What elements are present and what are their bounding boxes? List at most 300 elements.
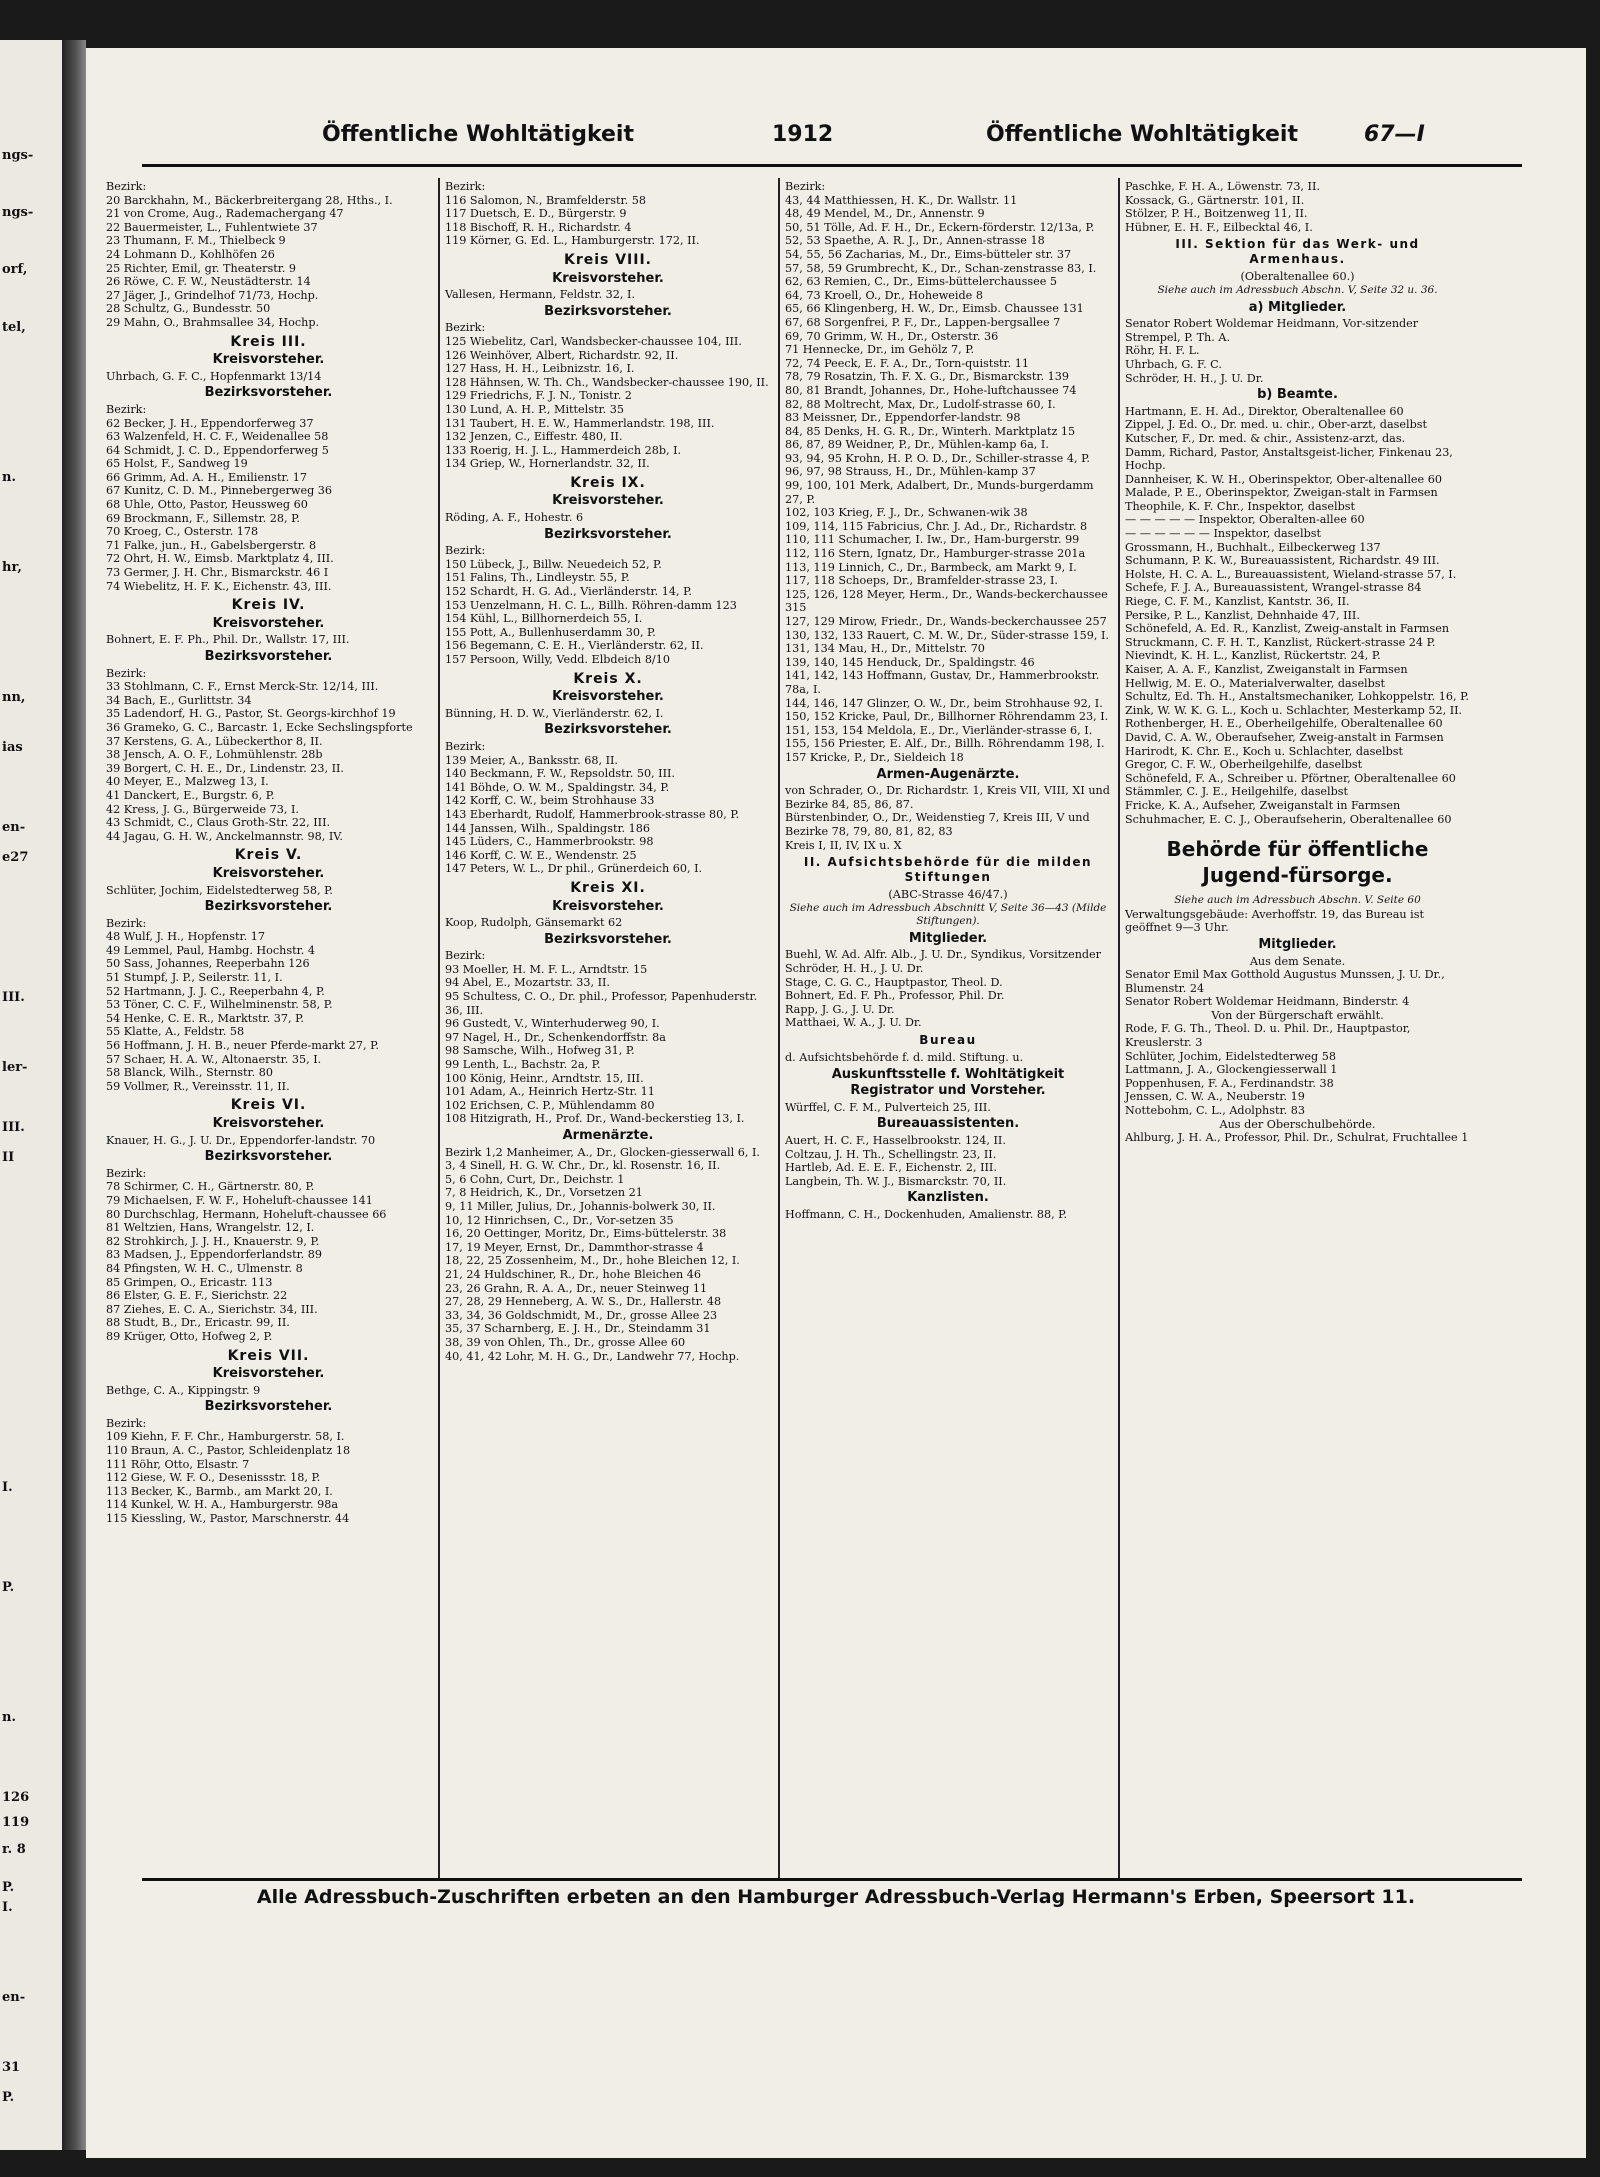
entry-line: 53 Töner, C. C. F., Wilhelminenstr. 58, P. — [106, 998, 333, 1012]
margin-text-fragment: III. — [2, 990, 25, 1005]
margin-text-fragment: n. — [2, 470, 16, 485]
margin-text-fragment: ngs- — [2, 205, 34, 220]
entry-line: 48 Wulf, J. H., Hopfenstr. 17 — [106, 930, 265, 944]
entry-line: Bezirk: — [106, 1166, 147, 1180]
entry-line: Nottebohm, C. L., Adolphstr. 83 — [1125, 1104, 1305, 1118]
entry-line: 94 Abel, E., Mozartstr. 33, II. — [445, 976, 610, 990]
entry-line: Holste, H. C. A. L., Bureauassistent, Wieland-strasse 57, I. — [1125, 567, 1457, 581]
entry-line: 144 Janssen, Wilh., Spaldingstr. 186 — [445, 821, 651, 835]
entry-line: Harirodt, K. Chr. E., Koch u. Schlachter, daselbst — [1125, 744, 1404, 758]
entry-line: Rothenberger, H. E., Oberheilgehilfe, Oberaltenallee 60 — [1125, 717, 1443, 731]
entry-line: Schlüter, Jochim, Eidelstedterweg 58 — [1125, 1049, 1336, 1063]
entry-line: 65, 66 Klingenberg, H. W., Dr., Eimsb. Chaussee 131 — [785, 302, 1084, 316]
entry-line: 109, 114, 115 Fabricius, Chr. J. Ad., Dr., Richardstr. 8 — [785, 519, 1088, 533]
entry-line: 52, 53 Spaethe, A. R. J., Dr., Annen-strasse 18 — [785, 234, 1045, 248]
subsection-heading: a) Mitglieder. — [1248, 299, 1347, 315]
entry-line: 86 Elster, G. E. F., Sierichstr. 22 — [106, 1289, 288, 1303]
entry-line: 25 Richter, Emil, gr. Theaterstr. 9 — [106, 261, 297, 275]
entry-line: von Schrader, O., Dr. Richardstr. 1, Kreis VII, VIII, XI und Bezirke 84, 85, 86, 87. — [785, 784, 1114, 811]
subsection-heading: Bezirksvorsteher. — [204, 1399, 333, 1415]
entry-line: Hübner, E. H. F., Eilbecktal 46, I. — [1125, 220, 1313, 234]
entry-line: 50 Sass, Johannes, Reeperbahn 126 — [106, 957, 310, 971]
entry-line: 153 Uenzelmann, H. C. L., Billh. Röhren-damm 123 — [445, 598, 737, 612]
entry-line: David, C. A. W., Oberaufseher, Zweig-anstalt in Farmsen — [1125, 730, 1444, 744]
entry-line: 102, 103 Krieg, F. J., Dr., Schwanen-wik 38 — [785, 506, 1028, 520]
subsection-heading: Kreisvorsteher. — [212, 1366, 325, 1382]
entry-line: 79 Michaelsen, F. W. F., Hoheluft-chaussee 141 — [106, 1193, 373, 1207]
entry-line: Bezirk: — [106, 180, 147, 193]
entry-line: 150 Lübeck, J., Billw. Neuedeich 52, P. — [445, 557, 662, 571]
entry-line: 40 Meyer, E., Malzweg 13, I. — [106, 775, 269, 789]
header-right-title: Öffentliche Wohltätigkeit — [986, 122, 1298, 147]
margin-text-fragment: hr, — [2, 560, 22, 575]
subsection-heading: Kreisvorsteher. — [552, 270, 664, 286]
margin-text-fragment: n. — [2, 1710, 16, 1725]
header-year: 1912 — [772, 122, 834, 147]
margin-text-fragment: 119 — [2, 1815, 30, 1830]
entry-line: 20 Barckhahn, M., Bäckerbreitergang 28, Hths., I. — [106, 193, 393, 207]
subsection-heading: Bureauassistenten. — [876, 1116, 1020, 1132]
entry-line: Dannheiser, K. W. H., Oberinspektor, Ober-altenallee 60 — [1125, 472, 1442, 486]
entry-line: Langbein, Th. W. J., Bismarckstr. 70, II. — [785, 1174, 1007, 1188]
entry-line: Bünning, H. D. W., Vierländerstr. 62, I. — [445, 706, 664, 720]
subsection-heading: Kreisvorsteher. — [212, 865, 325, 881]
entry-line: 59 Vollmer, R., Vereinsstr. 11, II. — [106, 1079, 290, 1093]
entry-line: Ahlburg, J. H. A., Professor, Phil. Dr., Schulrat, Fruchtallee 1 — [1125, 1131, 1469, 1145]
entry-line: 43 Schmidt, C., Claus Groth-Str. 22, III. — [106, 816, 331, 830]
subsection-heading: Kanzlisten. — [907, 1190, 989, 1206]
entry-line: 113, 119 Linnich, C., Dr., Barmbeck, am Markt 9, I. — [785, 560, 1077, 574]
entry-line: Bezirk: — [445, 321, 486, 335]
subsection-heading: Bezirksvorsteher. — [204, 649, 333, 664]
entry-line: Bezirk: — [106, 666, 147, 680]
entry-line: 151 Falins, Th., Lindleystr. 55, P. — [445, 571, 630, 585]
entry-line: Stämmler, C. J. E., Heilgehilfe, daselbst — [1125, 785, 1349, 799]
entry-line: 28 Schultz, G., Bundesstr. 50 — [106, 302, 271, 316]
column-3 — [785, 180, 1114, 1875]
entry-line: 84, 85 Denks, H. G. R., Dr., Winterh. Marktplatz 15 — [785, 424, 1076, 438]
entry-line: Bezirk: — [445, 180, 486, 193]
entry-line: 127, 129 Mirow, Friedr., Dr., Wands-beckerchaussee 257 — [785, 615, 1107, 628]
entry-line: 108 Hitzigrath, H., Prof. Dr., Wand-beckerstieg 13, I. — [445, 1112, 745, 1126]
entry-line: 71 Falke, jun., H., Gabelsbergerstr. 8 — [106, 538, 317, 552]
section-heading: Kreis IV. — [231, 597, 306, 614]
entry-line: 100 König, Heinr., Arndtstr. 15, III. — [445, 1071, 644, 1085]
entry-line: 37 Kerstens, G. A., Lübeckerthor 8, II. — [106, 734, 323, 748]
entry-line: 62, 63 Remien, C., Dr., Eims-büttelerchaussee 5 — [785, 275, 1058, 289]
entry-line: 89 Krüger, Otto, Hofweg 2, P. — [106, 1329, 273, 1343]
entry-line: Röding, A. F., Hohestr. 6 — [445, 511, 584, 525]
entry-line: Gregor, C. F. W., Oberheilgehilfe, daselbst — [1125, 758, 1363, 772]
entry-line: 155, 156 Priester, E. Alf., Dr., Billh. Röhrendamm 198, I. — [785, 737, 1105, 751]
entry-line: Zippel, J. Ed. O., Dr. med. u. chir., Ober-arzt, daselbst — [1125, 418, 1427, 432]
entry-line: Kaiser, A. A. F., Kanzlist, Zweiganstalt in Farmsen — [1125, 663, 1408, 676]
entry-line: Knauer, H. G., J. U. Dr., Eppendorfer-landstr. 70 — [106, 1133, 376, 1147]
entry-line: Zink, W. W. K. G. L., Koch u. Schlachter, Mesterkamp 52, II. — [1125, 703, 1463, 717]
entry-line: 111 Röhr, Otto, Elsastr. 7 — [106, 1457, 250, 1471]
entry-line: 83 Meissner, Dr., Eppendorfer-landstr. 98 — [785, 411, 1021, 425]
entry-line: Strempel, P. Th. A. — [1125, 330, 1230, 344]
entry-line: 57, 58, 59 Grumbrecht, K., Dr., Schan-zenstrasse 83, I. — [785, 261, 1097, 275]
entry-line: 125 Wiebelitz, Carl, Wandsbecker-chaussee 104, III. — [445, 334, 742, 348]
entry-line: 34 Bach, E., Gurlittstr. 34 — [106, 693, 252, 707]
entry-line: 52 Hartmann, J. J. C., Reeperbahn 4, P. — [106, 984, 325, 998]
entry-line: 86, 87, 89 Weidner, P., Dr., Mühlen-kamp 6a, I. — [785, 438, 1049, 452]
margin-text-fragment: en- — [2, 820, 26, 835]
entry-line: Auert, H. C. F., Hasselbrookstr. 124, II. — [785, 1134, 1006, 1147]
entry-line: 18, 22, 25 Zossenheim, M., Dr., hohe Bleichen 12, I. — [445, 1254, 740, 1268]
subtitle: Von der Bürgerschaft erwählt. — [1211, 1008, 1384, 1022]
entry-line: 98 Samsche, Wilh., Hofweg 31, P. — [445, 1044, 635, 1058]
entry-line: Persike, P. L., Kanzlist, Dehnhaide 47, III. — [1125, 608, 1360, 622]
entry-line: 70 Kroeg, C., Osterstr. 178 — [106, 525, 259, 539]
margin-text-fragment: r. 8 — [2, 1842, 26, 1857]
entry-line: 156 Begemann, C. E. H., Vierländerstr. 62, II. — [445, 639, 704, 653]
entry-line: Kutscher, F., Dr. med. & chir., Assistenz-arzt, das. — [1125, 431, 1406, 445]
margin-text-fragment: P. — [2, 1580, 15, 1595]
entry-line: 99, 100, 101 Merk, Adalbert, Dr., Munds-burgerdamm 27, P. — [785, 479, 1098, 506]
entry-line: 39 Borgert, C. H. E., Dr., Lindenstr. 23, II. — [106, 761, 344, 775]
entry-line: 113 Becker, K., Barmb., am Markt 20, I. — [106, 1484, 333, 1498]
entry-line: 157 Kricke, P., Dr., Sieldeich 18 — [785, 750, 964, 764]
section-heading: Kreis VI. — [230, 1097, 307, 1114]
entry-line: Malade, P. E., Oberinspektor, Zweigan-stalt in Farmsen — [1125, 486, 1438, 500]
entry-line: 112 Giese, W. F. O., Desenissstr. 18, P. — [106, 1471, 321, 1485]
section-title: III. Sektion für das Werk- und Armenhaus. — [1175, 237, 1420, 267]
entry-line: 133 Roerig, H. J. L., Hammerdeich 28b, I. — [445, 443, 682, 457]
entry-line: Verwaltungsgebäude: Averhoffstr. 19, das Bureau ist geöffnet 9—3 Uhr. — [1125, 907, 1428, 935]
entry-line: 38, 39 von Ohlen, Th., Dr., grosse Allee 60 — [445, 1335, 686, 1349]
section-title: II. Aufsichtsbehörde für die milden Stiftungen — [803, 855, 1093, 885]
entry-line: 44 Jagau, G. H. W., Anckelmannstr. 98, IV. — [106, 829, 343, 843]
column-4 — [1125, 180, 1470, 1875]
subsection-heading: Bezirksvorsteher. — [544, 722, 672, 738]
entry-line: 16, 20 Oettinger, Moritz, Dr., Eims-büttelerstr. 38 — [445, 1227, 727, 1241]
left-page-margin — [0, 40, 62, 2150]
subsection-heading: Kreisvorsteher. — [552, 898, 664, 914]
entry-line: 23 Thumann, F. M., Thielbeck 9 — [106, 234, 286, 248]
entry-line: 65 Holst, F., Sandweg 19 — [106, 457, 248, 471]
entry-line: Coltzau, J. H. Th., Schellingstr. 23, II. — [785, 1147, 997, 1161]
margin-text-fragment: nn, — [2, 690, 26, 705]
entry-line: 69 Brockmann, F., Sillemstr. 28, P. — [106, 511, 300, 525]
subsection-heading: Registrator und Vorsteher. — [850, 1083, 1046, 1099]
entry-line: 109 Kiehn, F. F. Chr., Hamburgerstr. 58, I. — [106, 1430, 345, 1444]
entry-line: Schumann, P. K. W., Bureauassistent, Richardstr. 49 III. — [1125, 554, 1440, 568]
entry-line: Bohnert, E. F. Ph., Phil. Dr., Wallstr. 17, III. — [106, 633, 350, 647]
entry-line: 64, 73 Kroell, O., Dr., Hoheweide 8 — [785, 288, 983, 302]
subsection-heading: Kreisvorsteher. — [552, 689, 664, 705]
entry-line: 85 Grimpen, O., Ericastr. 113 — [106, 1275, 273, 1289]
entry-line: 130 Lund, A. H. P., Mittelstr. 35 — [445, 402, 624, 416]
entry-line: 88 Studt, B., Dr., Ericastr. 99, II. — [106, 1316, 290, 1330]
margin-text-fragment: I. — [2, 1480, 13, 1495]
entry-line: 110, 111 Schumacher, I. Iw., Dr., Ham-burgerstr. 99 — [785, 533, 1080, 547]
column-divider — [778, 178, 780, 1878]
margin-text-fragment: en- — [2, 1990, 26, 2005]
entry-line: 157 Persoon, Willy, Vedd. Elbdeich 8/10 — [445, 653, 670, 666]
entry-line: Röhr, H. F. L. — [1125, 344, 1200, 358]
entry-line: 139, 140, 145 Henduck, Dr., Spaldingstr. 46 — [785, 655, 1035, 669]
entry-line: 80, 81 Brandt, Johannes, Dr., Hohe-luftchaussee 74 — [785, 383, 1077, 397]
margin-text-fragment: orf, — [2, 262, 28, 277]
margin-text-fragment: II — [2, 1150, 15, 1165]
entry-line: 102 Erichsen, C. P., Mühlendamm 80 — [445, 1098, 655, 1112]
entry-line: 101 Adam, A., Heinrich Hertz-Str. 11 — [445, 1085, 655, 1099]
entry-line: Senator Robert Woldemar Heidmann, Binderstr. 4 — [1125, 995, 1410, 1009]
entry-line: 145 Lüders, C., Hammerbrookstr. 98 — [445, 835, 654, 849]
entry-line: 141, 142, 143 Hoffmann, Gustav, Dr., Hammerbrookstr. 78a, I. — [785, 669, 1103, 696]
entry-line: Kossack, G., Gärtnerstr. 101, II. — [1125, 193, 1305, 207]
entry-line: 22 Bauermeister, L., Fuhlentwiete 37 — [106, 220, 318, 234]
entry-line: Schönefeld, A. Ed. R., Kanzlist, Zweig-anstalt in Farmsen — [1125, 622, 1450, 636]
subsection-heading: b) Beamte. — [1257, 387, 1338, 403]
margin-text-fragment: 126 — [2, 1790, 30, 1805]
entry-line: 128 Hähnsen, W. Th. Ch., Wandsbecker-chaussee 190, II. — [445, 375, 769, 389]
entry-line: 50, 51 Tölle, Ad. F. H., Dr., Eckern-förderstr. 12/13a, P. — [785, 220, 1095, 234]
section-heading: Kreis V. — [234, 847, 303, 864]
entry-line: Bürstenbinder, O., Dr., Weidenstieg 7, Kreis III, V und Bezirke 78, 79, 80, 81, 82, 83 — [785, 811, 1094, 838]
subtitle: Aus dem Senate. — [1249, 954, 1346, 968]
section-heading: Kreis IX. — [570, 474, 646, 491]
margin-text-fragment: ler- — [2, 1060, 28, 1075]
entry-line: Fricke, K. A., Aufseher, Zweiganstalt in Farmsen — [1125, 798, 1401, 812]
entry-line: Bezirk: — [106, 1416, 147, 1430]
subsection-heading: Mitglieder. — [908, 930, 988, 946]
entry-line: 5, 6 Cohn, Curt, Dr., Deichstr. 1 — [445, 1172, 625, 1186]
entry-line: 141 Böhde, O. W. M., Spaldingstr. 34, P. — [445, 780, 670, 794]
entry-line: 57 Schaer, H. A. W., Altonaerstr. 35, I. — [106, 1052, 322, 1066]
section-title: Bureau — [919, 1033, 977, 1048]
subtitle: (ABC-Strasse 46/47.) — [888, 888, 1008, 902]
entry-line: Lattmann, J. A., Glockengiesserwall 1 — [1125, 1063, 1338, 1077]
entry-line: Hoffmann, C. H., Dockenhuden, Amalienstr. 88, P. — [785, 1207, 1067, 1221]
entry-line: 42 Kress, J. G., Bürgerweide 73, I. — [106, 802, 299, 816]
entry-line: 51 Stumpf, J. P., Seilerstr. 11, I. — [106, 971, 283, 985]
entry-line: 87 Ziehes, E. C. A., Sierichstr. 34, III. — [106, 1302, 318, 1316]
entry-line: Poppenhusen, F. A., Ferdinandstr. 38 — [1125, 1076, 1334, 1090]
entry-line: 41 Danckert, E., Burgstr. 6, P. — [106, 788, 275, 802]
subsection-heading: Armen-Augenärzte. — [876, 766, 1020, 782]
entry-line: d. Aufsichtsbehörde f. d. mild. Stiftung. u. — [785, 1051, 1024, 1065]
entry-line: Bezirk: — [106, 916, 147, 930]
entry-line: 33 Stohlmann, C. F., Ernst Merck-Str. 12/14, III. — [106, 680, 379, 694]
entry-line: 152 Schardt, H. G. Ad., Vierländerstr. 14, P. — [445, 585, 692, 599]
entry-line: 114 Kunkel, W. H. A., Hamburgerstr. 98a — [106, 1498, 339, 1512]
subsection-heading: Auskunftsstelle f. Wohltätigkeit — [831, 1066, 1065, 1082]
entry-line: 23, 26 Grahn, R. A. A., Dr., neuer Steinweg 11 — [445, 1281, 708, 1295]
subtitle: Aus der Oberschulbehörde. — [1219, 1117, 1376, 1131]
entry-line: 82, 88 Moltrecht, Max, Dr., Ludolf-strasse 60, I. — [785, 397, 1056, 411]
entry-line: 36 Grameko, G. C., Barcastr. 1, Ecke Sechslingspforte — [106, 720, 413, 734]
margin-text-fragment: I. — [2, 1900, 13, 1915]
entry-line: 119 Körner, G. Ed. L., Hamburgerstr. 172, II. — [445, 234, 700, 248]
entry-line: 140 Beckmann, F. W., Repsoldstr. 50, III. — [445, 767, 675, 781]
entry-line: Riege, C. F. M., Kanzlist, Kantstr. 36, II. — [1125, 595, 1350, 609]
header-left-title: Öffentliche Wohltätigkeit — [322, 122, 634, 147]
entry-line: 155 Pott, A., Bullenhuserdamm 30, P. — [445, 625, 656, 639]
entry-line: — — — — — Inspektor, Oberalten-allee 60 — [1125, 513, 1365, 527]
entry-line: 74 Wiebelitz, H. F. K., Eichenstr. 43, III. — [106, 579, 332, 593]
entry-line: — — — — — — Inspektor, daselbst — [1125, 527, 1322, 541]
entry-line: 130, 132, 133 Rauert, C. M. W., Dr., Süder-strasse 159, I. — [785, 628, 1109, 642]
entry-line: 142 Korff, C. W., beim Strohhause 33 — [445, 794, 655, 808]
entry-line: 154 Kühl, L., Billhornerdeich 55, I. — [445, 612, 643, 626]
entry-line: 69, 70 Grimm, W. H., Dr., Osterstr. 36 — [785, 329, 999, 343]
header-page-number: 67—I — [1364, 122, 1425, 147]
entry-line: 99 Lenth, L., Bachstr. 2a, P. — [445, 1058, 601, 1072]
entry-line: 151, 153, 154 Meldola, E., Dr., Vierländer-strasse 6, I. — [785, 723, 1093, 737]
entry-line: 96, 97, 98 Strauss, H., Dr., Mühlen-kamp 37 — [785, 465, 1036, 479]
entry-line: Nievindt, K. H. L., Kanzlist, Rückertstr. 24, P. — [1125, 649, 1381, 663]
entry-line: 27, 28, 29 Henneberg, A. W. S., Dr., Hallerstr. 48 — [445, 1295, 722, 1309]
subsection-heading: Armenärzte. — [562, 1128, 654, 1143]
entry-line: 66 Grimm, Ad. A. H., Emilienstr. 17 — [106, 470, 307, 484]
section-heading: Kreis X. — [573, 670, 643, 687]
entry-line: 81 Weltzien, Hans, Wrangelstr. 12, I. — [106, 1221, 315, 1235]
cross-reference: Siehe auch im Adressbuch Abschn. V, Seite 32 u. 36. — [1157, 283, 1438, 296]
entry-line: 67, 68 Sorgenfrei, P. F., Dr., Lappen-bergsallee 7 — [785, 315, 1061, 329]
subsection-heading: Kreisvorsteher. — [212, 352, 325, 368]
entry-line: 67 Kunitz, C. D. M., Pinnebergerweg 36 — [106, 484, 333, 498]
cross-reference: Siehe auch im Adressbuch Abschnitt V, Seite 36—43 (Milde Stiftungen). — [789, 901, 1107, 928]
margin-text-fragment: P. — [2, 2090, 15, 2105]
entry-line: 63 Walzenfeld, H. C. F., Weidenallee 58 — [106, 430, 329, 444]
footer-rule — [142, 1878, 1522, 1881]
entry-line: 35 Ladendorf, H. G., Pastor, St. Georgs-kirchhof 19 — [106, 707, 396, 721]
entry-line: 72 Ohrt, H. W., Eimsb. Marktplatz 4, III. — [106, 552, 334, 566]
entry-line: 7, 8 Heidrich, K., Dr., Vorsetzen 21 — [445, 1186, 643, 1200]
margin-text-fragment: 31 — [2, 2060, 21, 2075]
entry-line: Senator Robert Woldemar Heidmann, Vor-sitzender — [1125, 317, 1419, 331]
entry-line: 17, 19 Meyer, Ernst, Dr., Dammthor-strasse 4 — [445, 1240, 704, 1254]
entry-line: 33, 34, 36 Goldschmidt, M., Dr., grosse Allee 23 — [445, 1308, 718, 1322]
column-1 — [106, 180, 431, 1875]
entry-line: Kreis I, II, IV, IX u. X — [785, 838, 902, 852]
entry-line: 62 Becker, J. H., Eppendorferweg 37 — [106, 416, 314, 430]
entry-line: Schröder, H. H., J. U. Dr. — [1125, 371, 1264, 385]
entry-line: 132 Jenzen, C., Eiffestr. 480, II. — [445, 430, 623, 444]
subsection-heading: Mitglieder. — [1258, 936, 1337, 952]
margin-text-fragment: III. — [2, 1120, 25, 1135]
entry-line: 3, 4 Sinell, H. G. W. Chr., Dr., kl. Rosenstr. 16, II. — [445, 1159, 721, 1173]
entry-line: Uhrbach, G. F. C., Hopfenmarkt 13/14 — [106, 369, 322, 383]
column-divider — [438, 178, 440, 1878]
subsection-heading: Bezirksvorsteher. — [204, 385, 333, 401]
section-heading: Kreis VII. — [227, 1347, 310, 1364]
entry-line: Theophile, K. F. Chr., Inspektor, daselbst — [1125, 499, 1355, 513]
entry-line: 95 Schultess, C. O., Dr. phil., Professor, Papenhuderstr. 36, III. — [445, 990, 761, 1017]
entry-line: 78, 79 Rosatzin, Th. F. X. G., Dr., Bismarckstr. 139 — [785, 370, 1069, 384]
entry-line: Schlüter, Jochim, Eidelstedterweg 58, P. — [106, 883, 333, 897]
entry-line: 146 Korff, C. W. E., Wendenstr. 25 — [445, 848, 637, 862]
entry-line: 82 Strohkirch, J. J. H., Knauerstr. 9, P. — [106, 1234, 320, 1248]
entry-line: Uhrbach, G. F. C. — [1125, 357, 1222, 371]
entry-line: 143 Eberhardt, Rudolf, Hammerbrook-strasse 80, P. — [445, 807, 740, 821]
entry-line: Damm, Richard, Pastor, Anstaltsgeist-licher, Finkenau 23, Hochp. — [1125, 445, 1457, 473]
entry-line: 55 Klatte, A., Feldstr. 58 — [106, 1025, 245, 1039]
entry-line: Vallesen, Hermann, Feldstr. 32, I. — [445, 288, 636, 302]
entry-line: Buehl, W. Ad. Alfr. Alb., J. U. Dr., Syndikus, Vorsitzender — [785, 948, 1102, 962]
margin-text-fragment: ias — [2, 740, 23, 755]
entry-line: 150, 152 Kricke, Paul, Dr., Billhorner Röhrendamm 23, I. — [785, 710, 1109, 724]
entry-line: Struckmann, C. F. H. T., Kanzlist, Rückert-strasse 24 P. — [1125, 635, 1436, 649]
entry-line: 93 Moeller, H. M. F. L., Arndtstr. 15 — [445, 962, 648, 976]
entry-line: Bezirk: — [785, 180, 826, 193]
entry-line: 83 Madsen, J., Eppendorferlandstr. 89 — [106, 1248, 323, 1262]
header-rule — [142, 164, 1522, 167]
entry-line: 139 Meier, A., Banksstr. 68, II. — [445, 753, 618, 767]
entry-line: Hartmann, E. H. Ad., Direktor, Oberaltenallee 60 — [1125, 404, 1404, 418]
authority-title: Behörde für öffentliche Jugend-fürsorge. — [1166, 837, 1429, 888]
entry-line: 38 Jensch, A. O. F., Lohmühlenstr. 28b — [106, 748, 323, 762]
entry-line: Matthaei, W. A., J. U. Dr. — [785, 1016, 922, 1030]
entry-line: Würffel, C. F. M., Pulverteich 25, III. — [785, 1100, 991, 1114]
entry-line: 115 Kiessling, W., Pastor, Marschnerstr. 44 — [106, 1512, 350, 1526]
subsection-heading: Bezirksvorsteher. — [204, 1149, 333, 1165]
subsection-heading: Kreisvorsteher. — [552, 493, 664, 509]
entry-line: 10, 12 Hinrichsen, C., Dr., Vor-setzen 35 — [445, 1213, 674, 1227]
entry-line: 71 Hennecke, Dr., im Gehölz 7, P. — [785, 343, 975, 357]
entry-line: Hellwig, M. E. O., Materialverwalter, daselbst — [1125, 676, 1386, 690]
entry-line: 131 Taubert, H. E. W., Hammerlandstr. 198, III. — [445, 416, 715, 430]
entry-line: Bezirk: — [445, 739, 486, 753]
entry-line: 112, 116 Stern, Ignatz, Dr., Hamburger-strasse 201a — [785, 547, 1086, 561]
entry-line: Bohnert, Ed. F. Ph., Professor, Phil. Dr. — [785, 989, 1005, 1003]
subsection-heading: Bezirksvorsteher. — [544, 526, 672, 542]
entry-line: 64 Schmidt, J. C. D., Eppendorferweg 5 — [106, 443, 329, 457]
entry-line: 147 Peters, W. L., Dr phil., Grünerdeich 60, I. — [445, 862, 703, 876]
entry-line: Bezirk: — [106, 402, 147, 416]
margin-text-fragment: P. — [2, 1880, 15, 1895]
entry-line: 9, 11 Miller, Julius, Dr., Johannis-bolwerk 30, II. — [445, 1199, 716, 1213]
entry-line: Schuhmacher, E. C. J., Oberaufseherin, Oberaltenallee 60 — [1125, 812, 1452, 826]
subsection-heading: Bezirksvorsteher. — [204, 899, 333, 915]
entry-line: Grossmann, H., Buchhalt., Eilbeckerweg 137 — [1125, 540, 1381, 554]
entry-line: 43, 44 Matthiessen, H. K., Dr. Wallstr. 11 — [785, 193, 1018, 207]
entry-line: 126 Weinhöver, Albert, Richardstr. 92, II. — [445, 348, 679, 362]
entry-line: 93, 94, 95 Krohn, H. P. O. D., Dr., Schiller-strasse 4, P. — [785, 451, 1090, 465]
entry-line: Hartleb, Ad. E. E. F., Eichenstr. 2, III. — [785, 1161, 997, 1175]
column-divider — [1118, 178, 1120, 1878]
entry-line: 56 Hoffmann, J. H. B., neuer Pferde-markt 27, P. — [106, 1039, 379, 1053]
subsection-heading: Bezirksvorsteher. — [544, 931, 672, 947]
subsection-heading: Kreisvorsteher. — [212, 615, 325, 631]
entry-line: 125, 126, 128 Meyer, Herm., Dr., Wands-beckerchaussee 315 — [785, 587, 1112, 615]
entry-line: Stage, C. G. C., Hauptpastor, Theol. D. — [785, 975, 1003, 989]
entry-line: 21 von Crome, Aug., Rademachergang 47 — [106, 207, 344, 221]
page-header — [86, 116, 1586, 156]
document-page — [86, 48, 1586, 2158]
entry-line: 129 Friedrichs, F. J. N., Tonistr. 2 — [445, 389, 632, 403]
entry-line: 84 Pfingsten, W. H. C., Ulmenstr. 8 — [106, 1261, 303, 1275]
entry-line: 49 Lemmel, Paul, Hambg. Hochstr. 4 — [106, 943, 315, 957]
entry-line: 21, 24 Huldschiner, R., Dr., hohe Bleichen 46 — [445, 1267, 701, 1281]
entry-line: 72, 74 Peeck, E. F. A., Dr., Torn-quiststr. 11 — [785, 356, 1030, 370]
column-2 — [445, 180, 771, 1875]
entry-line: Jenssen, C. W. A., Neuberstr. 19 — [1125, 1090, 1305, 1104]
entry-line: Stölzer, P. H., Boitzenweg 11, II. — [1125, 207, 1308, 221]
subsection-heading: Kreisvorsteher. — [212, 1116, 325, 1131]
cross-reference: Siehe auch im Adressbuch Abschn. V. Seite 60 — [1174, 894, 1421, 907]
entry-line: 54 Henke, C. E. R., Marktstr. 37, P. — [106, 1011, 304, 1025]
entry-line: 127 Hass, H. H., Leibnizstr. 16, I. — [445, 362, 635, 376]
entry-line: 97 Nagel, H., Dr., Schenkendorffstr. 8a — [445, 1030, 666, 1044]
entry-line: 35, 37 Scharnberg, E. J. H., Dr., Steindamm 31 — [445, 1322, 711, 1336]
entry-line: Schultz, Ed. Th. H., Anstaltsmechaniker, Lohkoppelstr. 16, P. — [1125, 690, 1469, 704]
entry-line: 80 Durchschlag, Hermann, Hoheluft-chaussee 66 — [106, 1207, 387, 1221]
entry-line: 27 Jäger, J., Grindelhof 71/73, Hochp. — [106, 288, 319, 302]
